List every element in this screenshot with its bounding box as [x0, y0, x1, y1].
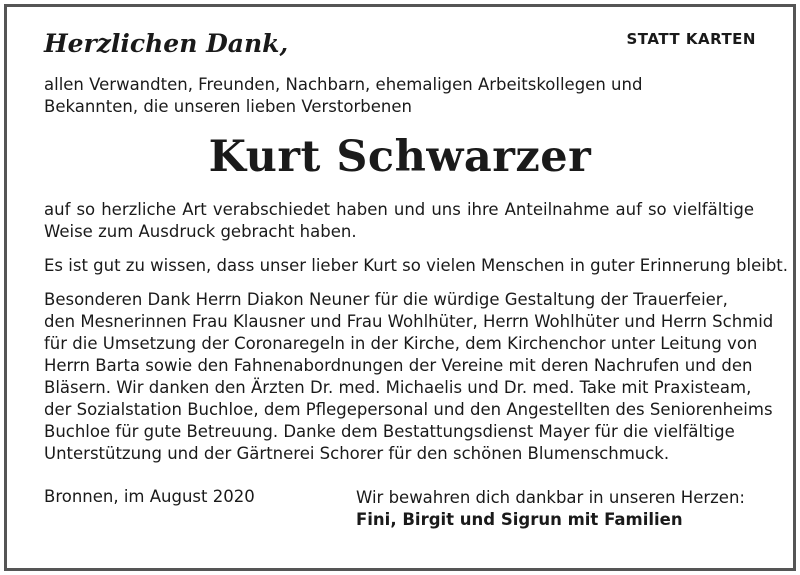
- paragraph-line: Bläsern. Wir danken den Ärzten Dr. med. Michaelis und Dr. med. Take mit Praxisteam,: [44, 378, 752, 397]
- paragraph-line: Herrn Barta sowie den Fahnenabordnungen der Vereine mit deren Nachrufen und den: [44, 356, 753, 375]
- paragraph-line: Buchloe für gute Betreuung. Danke dem Bestattungsdienst Mayer für die vielfältige: [44, 422, 735, 441]
- paragraph-memory: [44, 255, 789, 277]
- intro-line: Bekannten, die unseren lieben Verstorbenen: [44, 97, 412, 116]
- paragraph-line: Besonderen Dank Herrn Diakon Neuner für die würdige Gestaltung der Trauerfeier,: [44, 290, 728, 309]
- paragraph-line: Weise zum Ausdruck gebracht haben.: [44, 222, 357, 241]
- intro-text: [44, 74, 754, 118]
- signature: Fini, Birgit und Sigrun mit Familien: [356, 510, 683, 529]
- intro-line: allen Verwandten, Freunden, Nachbarn, ehemaligen Arbeitskollegen und: [44, 75, 643, 94]
- paragraph-line: für die Umsetzung der Coronaregeln in der Kirche, dem Kirchenchor unter Leitung von: [44, 334, 758, 353]
- paragraph-line: der Sozialstation Buchloe, dem Pflegepersonal und den Angestellten des Seniorenheims: [44, 400, 773, 419]
- place-date: Bronnen, im August 2020: [44, 487, 255, 506]
- closing-block: [356, 487, 745, 531]
- header-title: Herzlichen Dank,: [44, 29, 289, 58]
- statt-karten-label: STATT KARTEN: [626, 30, 756, 48]
- paragraph-farewell: [44, 199, 754, 243]
- paragraph-special-thanks: [44, 289, 774, 465]
- paragraph-line: den Mesnerinnen Frau Klausner und Frau Wohlhüter, Herrn Wohlhüter und Herrn Schmid: [44, 312, 774, 331]
- paragraph-line: auf so herzliche Art verabschiedet haben und uns ihre Anteilnahme auf so vielfältige: [44, 200, 754, 219]
- closing-line: Wir bewahren dich dankbar in unseren Herzen:: [356, 488, 745, 507]
- paragraph-line: Unterstützung und der Gärtnerei Schorer für den schönen Blumenschmuck.: [44, 444, 670, 463]
- deceased-name: Kurt Schwarzer: [208, 132, 592, 182]
- paragraph-line: Es ist gut zu wissen, dass unser lieber Kurt so vielen Menschen in guter Erinnerung bleibt.: [44, 256, 789, 275]
